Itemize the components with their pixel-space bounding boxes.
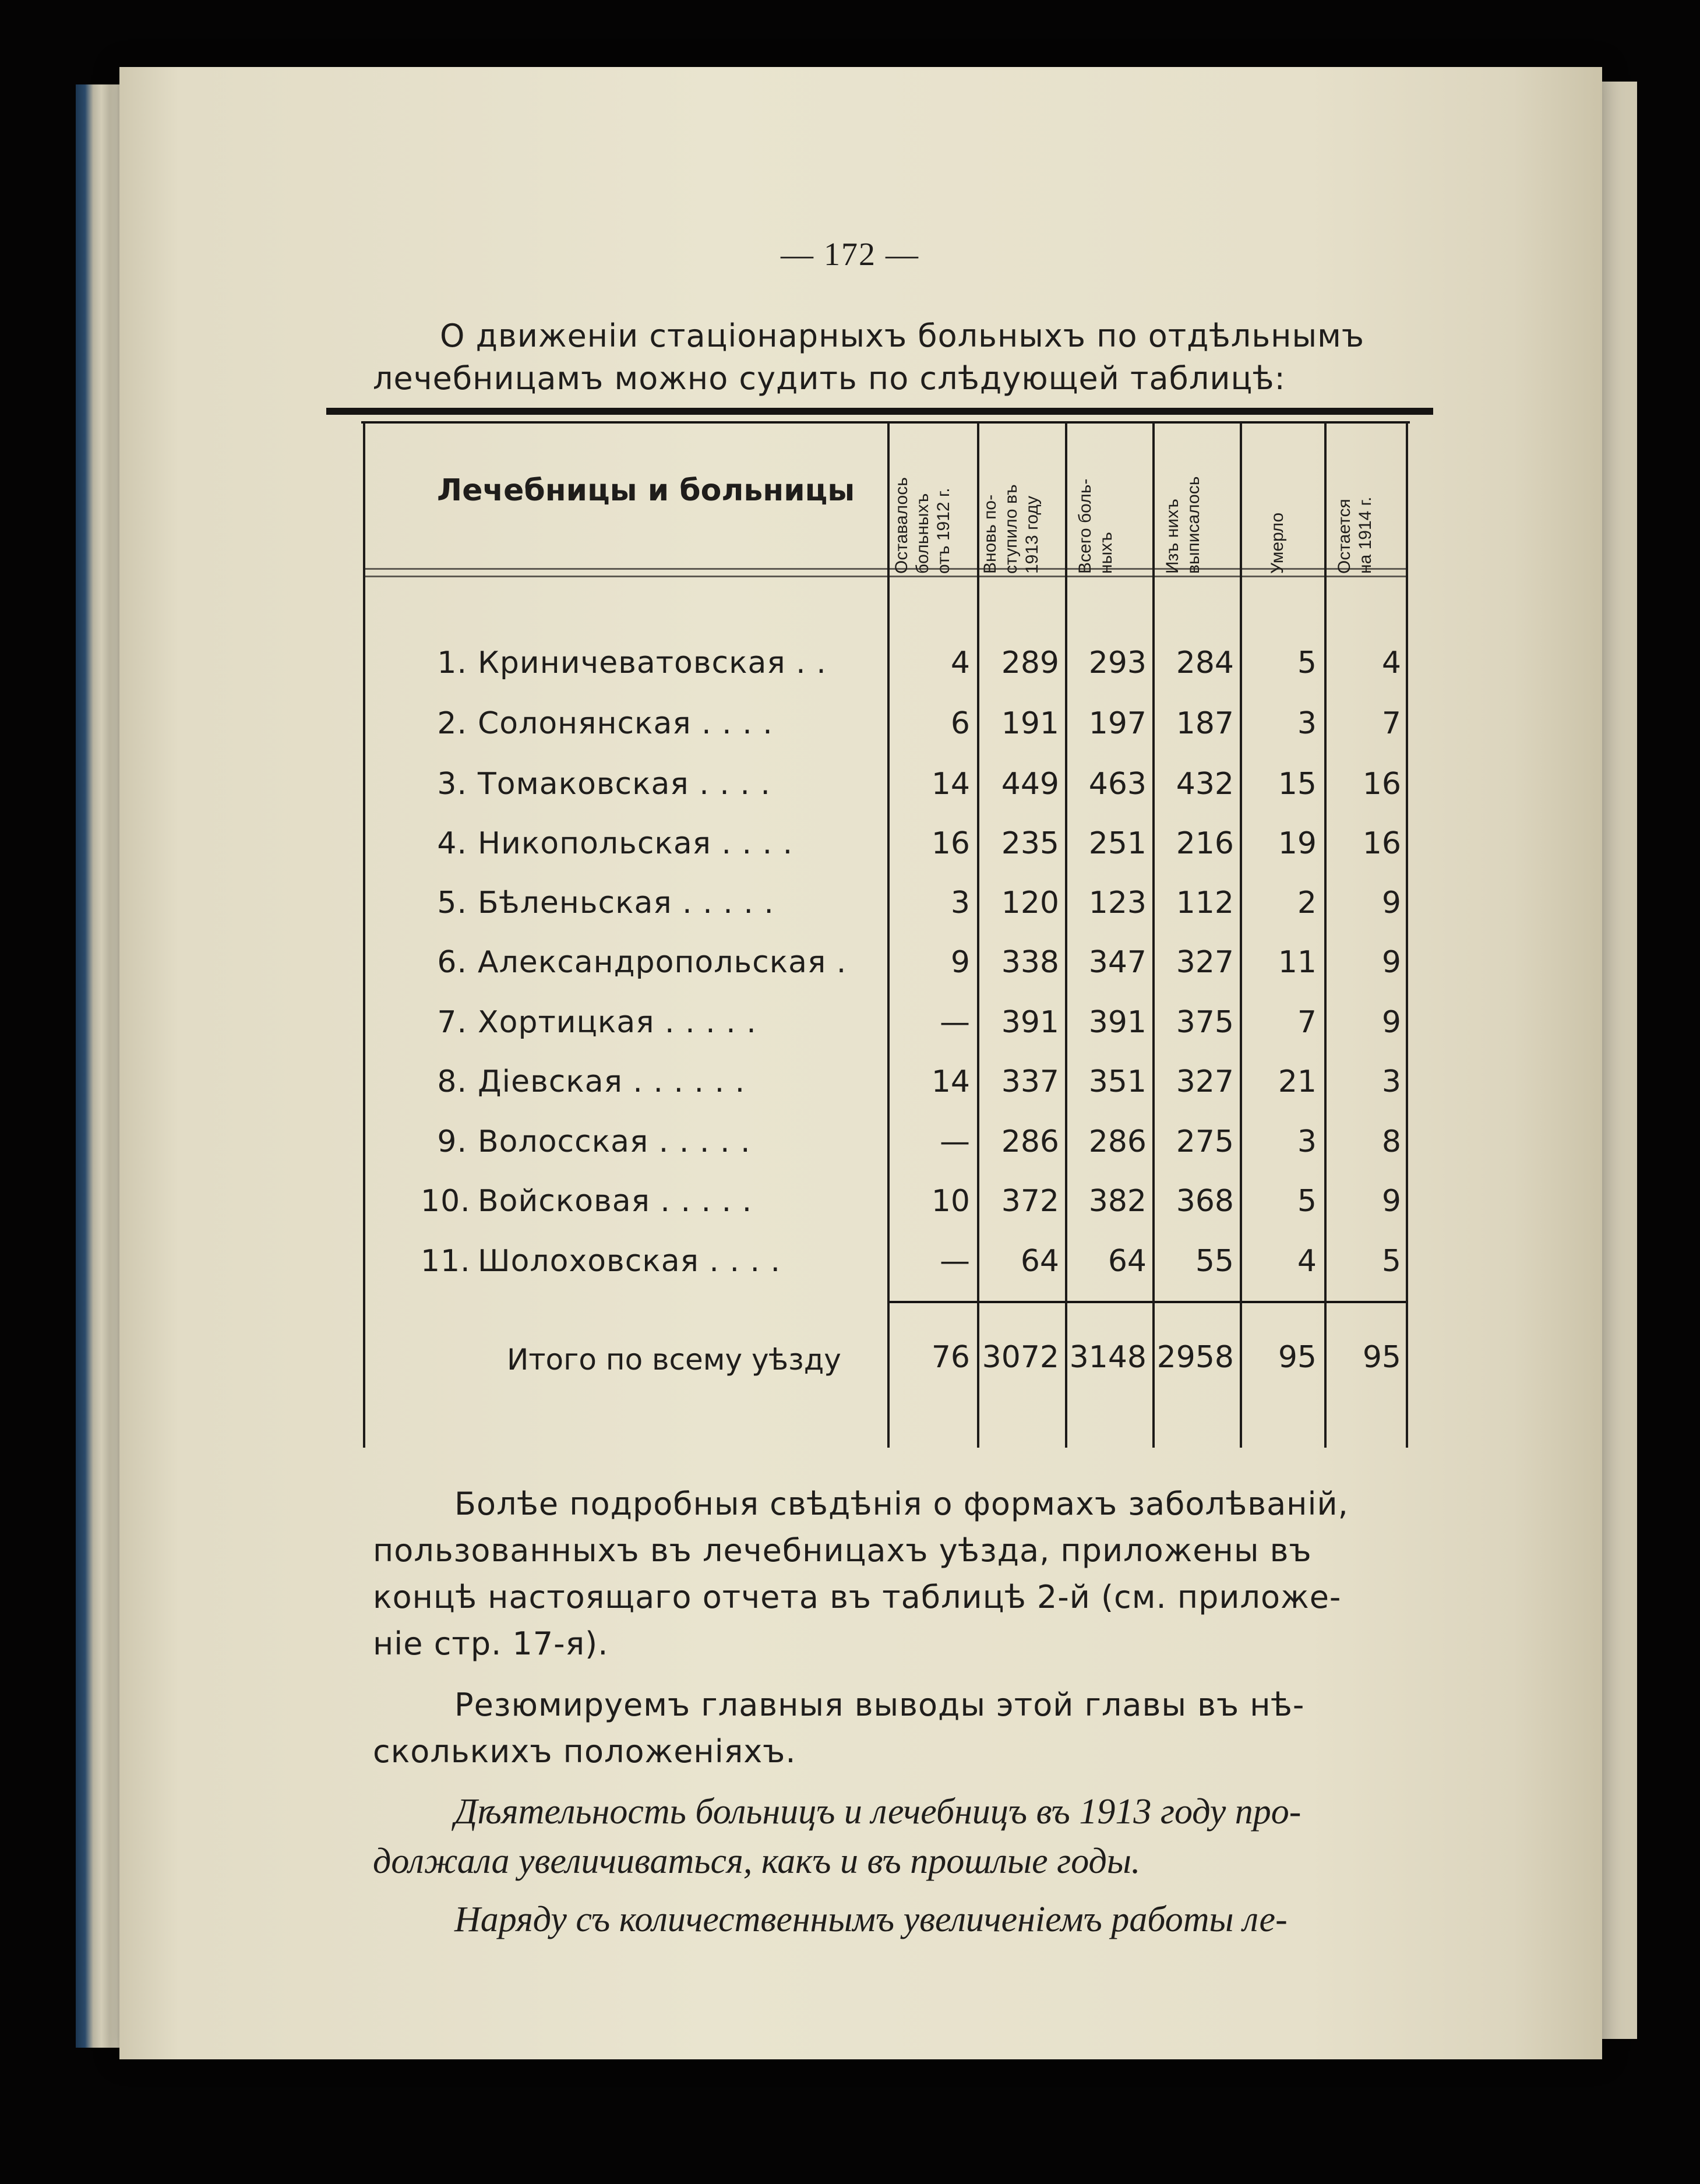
- col-divider-4: [1152, 422, 1155, 1448]
- cell-r1-c4: 284: [1176, 645, 1234, 680]
- cell-r2-c2: 191: [1001, 706, 1059, 741]
- col-header-total-patients: Всего боль- ныхъ: [1075, 478, 1116, 574]
- row-name-8: 8. Дiевская . . . . . .: [437, 1064, 746, 1099]
- cell-r7-c1: —: [940, 1005, 970, 1040]
- para1-line-3: концѣ настоящаго отчета въ таблицѣ 2-й (см. приложе-: [373, 1579, 1342, 1615]
- cell-r5-c1: 3: [950, 885, 970, 920]
- cell-r1-c6: 4: [1381, 645, 1401, 680]
- cell-r10-c3: 382: [1088, 1184, 1147, 1219]
- cell-r8-c5: 21: [1278, 1064, 1317, 1099]
- cell-r10-c4: 368: [1176, 1184, 1234, 1219]
- cell-r11-c3: 64: [1108, 1244, 1147, 1279]
- cell-r4-c3: 251: [1088, 826, 1147, 861]
- total-rule: [888, 1301, 1407, 1303]
- cell-r2-c3: 197: [1088, 706, 1147, 741]
- cell-r3-c4: 432: [1176, 767, 1234, 802]
- cell-r4-c6: 16: [1362, 826, 1401, 861]
- col-header-new-in-1913: Вновь по- ступило въ 1913 году: [981, 484, 1042, 574]
- cell-r5-c2: 120: [1001, 885, 1059, 920]
- header-divider-2: [364, 576, 1407, 577]
- row-name-3: 3. Томаковская . . . .: [437, 767, 771, 802]
- row-name-1: 1. Криничеватовская . .: [437, 645, 827, 680]
- total-cell-3: 3148: [1069, 1340, 1147, 1375]
- cell-r3-c5: 15: [1278, 767, 1317, 802]
- total-cell-5: 95: [1278, 1340, 1317, 1375]
- cell-r4-c2: 235: [1001, 826, 1059, 861]
- col-header-left-from-1912: Оставалось больныхъ отъ 1912 г.: [892, 477, 953, 574]
- cell-r8-c4: 327: [1176, 1064, 1234, 1099]
- cell-r3-c2: 449: [1001, 767, 1059, 802]
- para2-line-2: сколькихъ положенiяхъ.: [373, 1733, 796, 1770]
- cell-r8-c1: 14: [931, 1064, 970, 1099]
- cell-r6-c1: 9: [950, 945, 970, 980]
- cell-r5-c3: 123: [1088, 885, 1147, 920]
- para1-line-1: Болѣе подробныя свѣдѣнiя о формахъ заболѣванiй,: [454, 1486, 1349, 1522]
- cell-r1-c1: 4: [950, 645, 970, 680]
- cell-r9-c2: 286: [1001, 1124, 1059, 1159]
- cell-r10-c6: 9: [1381, 1184, 1401, 1219]
- cell-r9-c6: 8: [1381, 1124, 1401, 1159]
- cell-r9-c5: 3: [1297, 1124, 1317, 1159]
- cell-r3-c3: 463: [1088, 767, 1147, 802]
- row-name-4: 4. Никопольская . . . .: [437, 826, 793, 861]
- row-name-5: 5. Бѣленьская . . . . .: [437, 885, 774, 920]
- total-cell-1: 76: [931, 1340, 970, 1375]
- cell-r2-c6: 7: [1381, 706, 1401, 741]
- cell-r6-c6: 9: [1381, 945, 1401, 980]
- cell-r6-c3: 347: [1088, 945, 1147, 980]
- cell-r7-c2: 391: [1001, 1005, 1059, 1040]
- para1-line-4: нiе стр. 17-я).: [373, 1625, 609, 1662]
- cell-r9-c1: —: [940, 1124, 970, 1159]
- cell-r3-c6: 16: [1362, 767, 1401, 802]
- cell-r6-c5: 11: [1278, 945, 1317, 980]
- total-label: Итого по всему уѣзду: [507, 1343, 841, 1377]
- cell-r2-c4: 187: [1176, 706, 1234, 741]
- total-cell-2: 3072: [982, 1340, 1059, 1375]
- cell-r1-c2: 289: [1001, 645, 1059, 680]
- cell-r10-c1: 10: [931, 1184, 970, 1219]
- cell-r7-c6: 9: [1381, 1005, 1401, 1040]
- row-name-2: 2. Солонянская . . . .: [437, 706, 773, 741]
- table-left-border: [363, 422, 365, 1448]
- cell-r9-c4: 275: [1176, 1124, 1234, 1159]
- cell-r7-c3: 391: [1088, 1005, 1147, 1040]
- cell-r4-c4: 216: [1176, 826, 1234, 861]
- italic-line-1: Дѣятельность больницъ и лечебницъ въ 1913 году про-: [454, 1792, 1302, 1832]
- row-name-6: 6. Александропольская .: [437, 945, 847, 980]
- cell-r8-c6: 3: [1381, 1064, 1401, 1099]
- row-name-7: 7. Хортицкая . . . . .: [437, 1005, 757, 1040]
- page-number: — 172 —: [781, 237, 919, 273]
- cell-r9-c3: 286: [1088, 1124, 1147, 1159]
- cell-r1-c5: 5: [1297, 645, 1317, 680]
- italic-line-2: должала увеличиваться, какъ и въ прошлые годы.: [373, 1841, 1141, 1881]
- total-cell-6: 95: [1362, 1340, 1401, 1375]
- cell-r7-c4: 375: [1176, 1005, 1234, 1040]
- cell-r11-c1: —: [940, 1244, 970, 1279]
- header-divider: [364, 568, 1407, 570]
- cell-r2-c5: 3: [1297, 706, 1317, 741]
- cell-r10-c5: 5: [1297, 1184, 1317, 1219]
- cell-r1-c3: 293: [1088, 645, 1147, 680]
- table-top-rule: [326, 408, 1433, 415]
- cell-r10-c2: 372: [1001, 1184, 1059, 1219]
- table-top-rule-thin: [361, 421, 1410, 424]
- cell-r2-c1: 6: [950, 706, 970, 741]
- col-divider-1: [887, 422, 890, 1448]
- cell-r5-c5: 2: [1297, 885, 1317, 920]
- cell-r11-c6: 5: [1381, 1244, 1401, 1279]
- cell-r5-c6: 9: [1381, 885, 1401, 920]
- table-header-main: Лечебницы и больницы: [437, 473, 855, 508]
- col-divider-2: [977, 422, 979, 1448]
- col-divider-5: [1240, 422, 1242, 1448]
- cell-r8-c2: 337: [1001, 1064, 1059, 1099]
- col-header-discharged: Изъ нихъ выписалось: [1163, 476, 1203, 574]
- cell-r6-c4: 327: [1176, 945, 1234, 980]
- cell-r11-c4: 55: [1195, 1244, 1234, 1279]
- cell-r11-c2: 64: [1020, 1244, 1059, 1279]
- intro-line-2: лечебницамъ можно судить по слѣдующей таблицѣ:: [373, 360, 1286, 397]
- cell-r7-c5: 7: [1297, 1005, 1317, 1040]
- italic-line-3: Наряду съ количественнымъ увеличенiемъ работы ле-: [454, 1900, 1288, 1939]
- col-divider-6: [1324, 422, 1327, 1448]
- cell-r5-c4: 112: [1176, 885, 1234, 920]
- intro-line-1: О движенiи стацiонарныхъ больныхъ по отдѣльнымъ: [440, 317, 1364, 354]
- col-divider-3: [1065, 422, 1067, 1448]
- cell-r8-c3: 351: [1088, 1064, 1147, 1099]
- cell-r11-c5: 4: [1297, 1244, 1317, 1279]
- cell-r6-c2: 338: [1001, 945, 1059, 980]
- total-cell-4: 2958: [1156, 1340, 1234, 1375]
- col-header-died: Умерло: [1268, 512, 1287, 574]
- cell-r4-c5: 19: [1278, 826, 1317, 861]
- table-right-border: [1406, 422, 1408, 1448]
- para1-line-2: пользованныхъ въ лечебницахъ уѣзда, приложены въ: [373, 1532, 1312, 1569]
- cell-r3-c1: 14: [931, 767, 970, 802]
- col-header-remaining-1914: Остается на 1914 г.: [1335, 496, 1375, 574]
- row-name-10: 10. Войсковая . . . . .: [421, 1184, 753, 1219]
- row-name-11: 11. Шолоховская . . . .: [421, 1244, 781, 1279]
- cell-r4-c1: 16: [931, 826, 970, 861]
- row-name-9: 9. Волосская . . . . .: [437, 1124, 751, 1159]
- para2-line-1: Резюмируемъ главныя выводы этой главы въ нѣ-: [454, 1686, 1305, 1723]
